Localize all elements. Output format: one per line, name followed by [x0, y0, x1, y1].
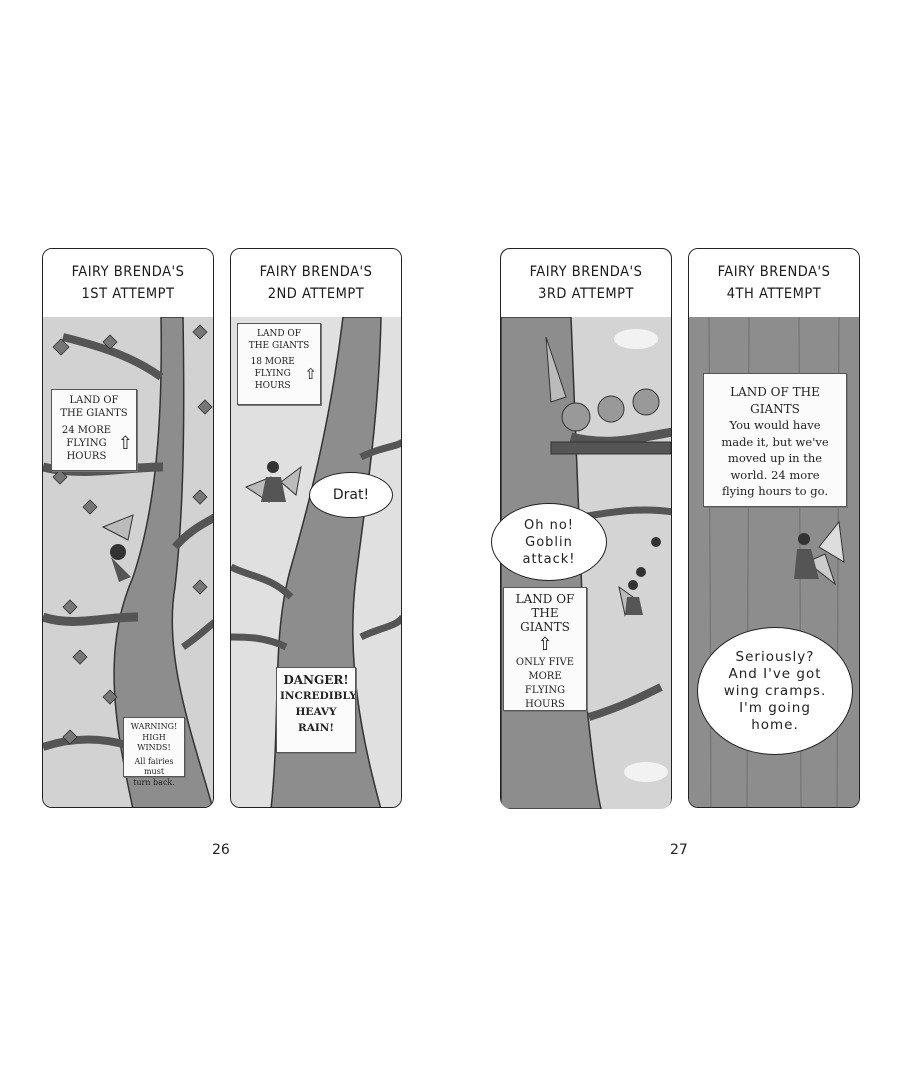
sign-line: HOURS	[254, 381, 291, 391]
panel-3-main-sign	[503, 587, 587, 711]
speech-text: Seriously?	[735, 648, 815, 665]
speech-text: Oh no!	[523, 517, 574, 533]
sign-line: HOURS	[525, 699, 565, 710]
panel-4-title-line2: 4TH ATTEMPT	[726, 286, 822, 302]
sign-line: HEAVY	[295, 706, 337, 718]
sign-line: LAND OF	[515, 592, 575, 606]
sign-line: HIGH WINDS!	[137, 732, 171, 752]
sign-line: You would have	[729, 418, 821, 432]
speech-text: I'm going	[739, 699, 811, 716]
sign-line: 18 MORE	[250, 357, 295, 367]
panel-4-title	[689, 249, 859, 318]
sign-line: world. 24 more	[730, 467, 820, 482]
speech-text: wing cramps.	[723, 682, 827, 699]
panel-3-title-line2: 3RD ATTEMPT	[538, 286, 634, 302]
sign-line: INCREDIBLY	[280, 690, 357, 702]
sign-line: LAND OF THE GIANTS	[730, 385, 820, 416]
speech-text: home.	[751, 716, 799, 733]
panel-2-danger-sign	[276, 667, 356, 753]
panel-2-title-line1: FAIRY BRENDA'S	[259, 264, 373, 280]
up-arrow-icon: ⇧	[117, 433, 133, 454]
sign-line: 24 MORE	[61, 425, 112, 436]
page-number-right: 27	[670, 842, 688, 858]
sign-line: DANGER!	[283, 673, 349, 687]
panel-3-title-line1: FAIRY BRENDA'S	[529, 264, 643, 280]
sign-line: THE GIANTS	[60, 408, 128, 419]
sign-line: LAND OF	[256, 329, 302, 339]
panel-1-title-line1: FAIRY BRENDA'S	[71, 264, 185, 280]
panel-1-main-sign	[51, 389, 137, 471]
sign-line: THE GIANTS	[520, 606, 570, 634]
sign-line: WARNING!	[130, 722, 178, 731]
panel-4-scene	[689, 317, 859, 808]
speech-text: Goblin	[525, 534, 573, 550]
sign-line: LAND OF	[69, 395, 119, 406]
panel-4-speech-bubble	[697, 627, 853, 755]
panel-1-title	[43, 249, 213, 318]
panel-4-title-line1: FAIRY BRENDA'S	[717, 264, 831, 280]
panel-2-title-line2: 2ND ATTEMPT	[267, 286, 365, 302]
panel-4-main-sign	[703, 373, 847, 507]
sign-line: RAIN!	[298, 722, 334, 734]
panel-3	[500, 248, 672, 808]
page-number-left: 26	[212, 842, 230, 858]
sign-line: FLYING	[254, 369, 291, 379]
panel-2-scene	[231, 317, 401, 808]
sign-line: flying hours to go.	[722, 484, 828, 498]
panel-3-speech-bubble	[491, 503, 607, 581]
panel-2	[230, 248, 402, 808]
sign-line: moved up in the	[727, 451, 823, 465]
up-arrow-icon: ⇧	[304, 365, 317, 383]
sign-line: made it, but we've	[721, 434, 829, 449]
sign-line: THE GIANTS	[248, 341, 310, 351]
speech-text: And I've got	[728, 665, 822, 682]
sign-line: ONLY FIVE	[515, 657, 575, 668]
panel-3-title	[501, 249, 671, 318]
panel-2-main-sign	[237, 323, 321, 405]
sign-line: HOURS	[66, 451, 107, 462]
panel-1-warning-sign	[123, 717, 185, 787]
panel-4	[688, 248, 860, 808]
sign-line: MORE FLYING	[524, 671, 566, 696]
panel-1	[42, 248, 214, 808]
panel-1-title-line2: 1ST ATTEMPT	[81, 286, 175, 302]
speech-text: attack!	[522, 551, 576, 567]
speech-text: Drat!	[332, 487, 370, 503]
panel-2-speech-bubble	[309, 472, 393, 518]
sign-line: All fairies must	[134, 756, 174, 776]
panel-2-title	[231, 249, 401, 318]
panel-1-scene	[43, 317, 213, 808]
up-arrow-icon: ⇧	[537, 634, 553, 655]
sign-line: FLYING	[66, 438, 107, 449]
sign-line: turn back.	[133, 777, 175, 787]
